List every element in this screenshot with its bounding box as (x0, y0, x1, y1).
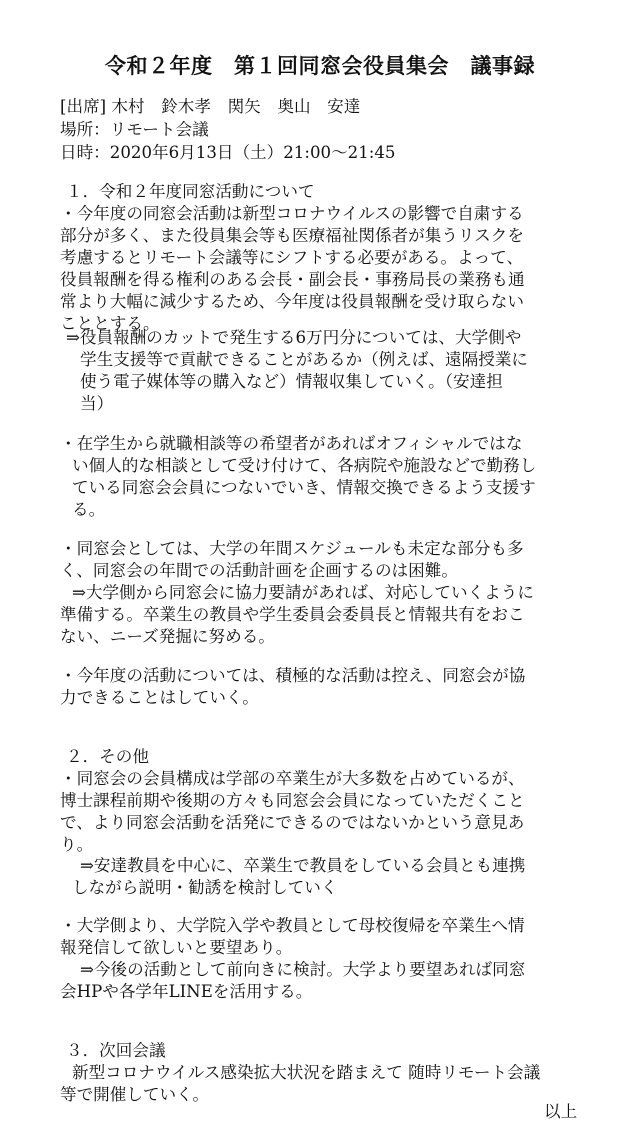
section-2-paragraph-line: り。 (60, 835, 94, 854)
section-1-paragraph-line: ・在学生から就職相談等の希望者があればオフィシャルではな (60, 434, 523, 453)
section-1-paragraph-line: 常より大幅に減少するため、今年度は役員報酬を受け取らない (60, 292, 524, 311)
section-3-heading: ３．次回会議 (66, 1041, 166, 1060)
section-2-paragraph-line: 博士課程前期や後期の方々も同窓会会員になっていただくこと (60, 791, 525, 810)
section-2-paragraph-line: ⇒今後の活動として前向きに検討。大学より要望あれば同窓 (80, 960, 526, 979)
closing-mark: 以上 (544, 1102, 578, 1121)
section-1-paragraph-line: 考慮するとリモート会議等にシフトする必要がある。よって、 (60, 248, 524, 267)
section-1-paragraph-line: ている同窓会会員につないでいき、情報交換できるよう支援す (72, 478, 536, 497)
section-1-heading: １．令和２年度同窓活動について (66, 182, 315, 201)
section-1-paragraph-line: 準備する。卒業生の教員や学生委員会委員長と情報共有をおこ (60, 605, 525, 624)
document-title: 令和２年度 第１回同窓会役員集会 議事録 (105, 53, 535, 78)
section-1-paragraph-line: 役員報酬を得る権利のある会長・副会長・事務局長の業務も通 (60, 270, 525, 289)
section-3-paragraph-line: 等で開催していく。 (60, 1085, 210, 1104)
section-1-note-line: 使う電子媒体等の購入など）情報収集していく。（安達担 (80, 372, 503, 391)
section-1-paragraph-line: ・今年度の同窓会活動は新型コロナウイルスの影響で自粛する (60, 204, 524, 223)
section-2-paragraph-line: ・大学側より、大学院入学や教員として母校復帰を卒業生へ情 (60, 916, 525, 935)
section-1-note-line: 当） (80, 394, 114, 413)
section-1-paragraph-line: ⇒大学側から同窓会に協力要請があれば、対応していくように (72, 583, 534, 602)
section-2-paragraph-line: 報発信して欲しいと要望あり。 (60, 938, 293, 957)
section-1-note-line: ⇒役員報酬のカットで発生する6万円分については、大学側や (66, 328, 522, 347)
place-line: 場所：リモート会議 (60, 120, 209, 139)
section-1-paragraph-line: こととする。 (60, 314, 160, 333)
section-1-note-line: 学生支援等で貢献できることがあるか（例えば、遠隔授業に (80, 350, 529, 369)
section-2-paragraph-line: ・同窓会の会員構成は学部の卒業生が大多数を占めているが、 (60, 769, 525, 788)
section-1-paragraph-line: く、同窓会の年間での活動計画を企画するのは困難。 (60, 561, 458, 580)
section-1-paragraph-line: 力できることはしていく。 (60, 688, 259, 707)
attendees-line: [出席] 木村 鈴木孝 関矢 奥山 安達 (60, 97, 361, 116)
section-1-paragraph-line: ・今年度の活動については、積極的な活動は控え、同窓会が協 (60, 666, 526, 685)
section-1-paragraph-line: る。 (72, 500, 106, 519)
section-1-paragraph-line: ・同窓会としては、大学の年間スケジュールも未定な部分も多 (60, 539, 524, 558)
datetime-line: 日時：2020年6月13日（土）21:00〜21:45 (60, 143, 396, 162)
section-1-paragraph-line: 部分が多く、また役員集会等も医療福祉関係者が集うリスクを (60, 226, 524, 245)
section-2-paragraph-line: ⇒安達教員を中心に、卒業生で教員をしている会員とも連携 (80, 856, 526, 875)
section-2-paragraph-line: 会HPや各学年LINEを活用する。 (60, 982, 313, 1001)
section-2-paragraph-line: で、より同窓会活動を活発にできるのではないかという意見あ (60, 813, 525, 832)
section-2-heading: ２．その他 (66, 747, 149, 766)
section-1-paragraph-line: い個人的な相談として受け付けて、各病院や施設などで勤務し (72, 456, 537, 475)
section-1-paragraph-line: ない、ニーズ発掘に努める。 (60, 627, 275, 646)
section-3-paragraph-line: 新型コロナウイルス感染拡大状況を踏まえて 随時リモート会議 (72, 1063, 541, 1082)
section-2-paragraph-line: しながら説明・勧誘を検討していく (72, 878, 338, 897)
